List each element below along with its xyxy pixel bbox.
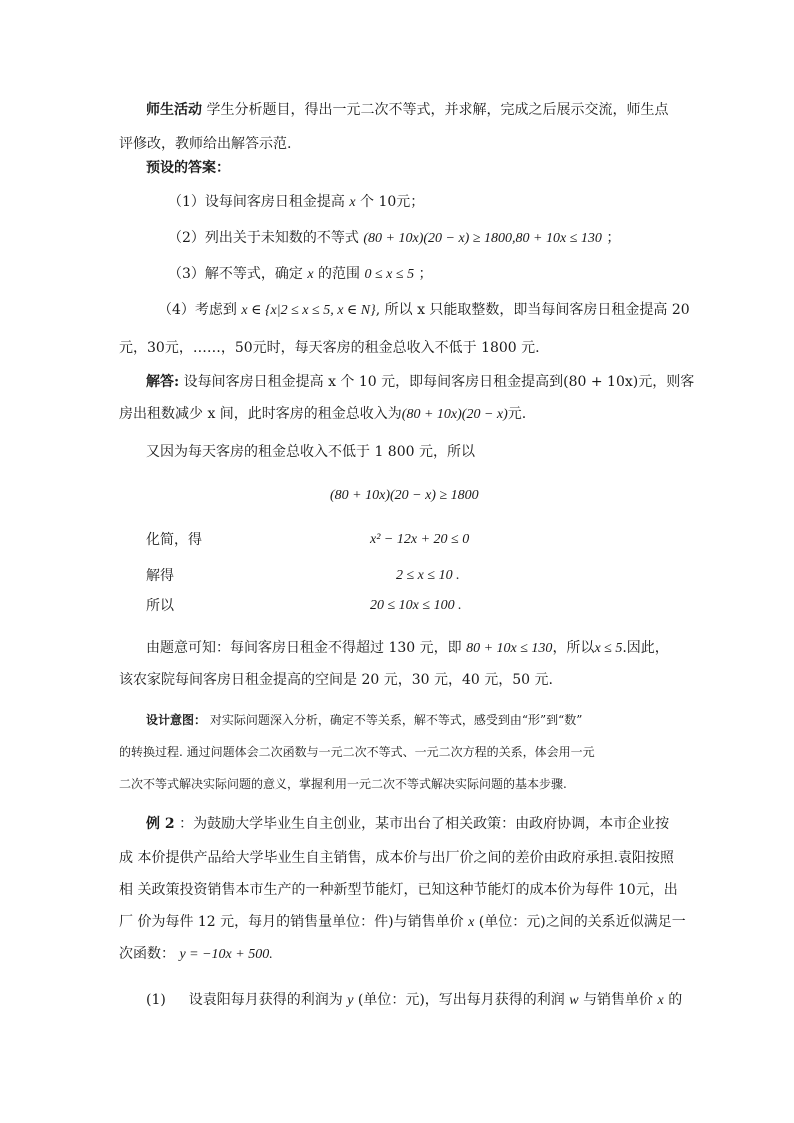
example2-line5 bbox=[119, 944, 273, 965]
question-1 bbox=[146, 990, 682, 1011]
answer-line3: 又因为每天客房的租金总收入不低于 1 800 元，所以 bbox=[146, 444, 475, 460]
answer-label: 解答: bbox=[146, 374, 180, 390]
simplify-label: 化简，得 bbox=[146, 532, 202, 548]
conclusion-end: .因此， bbox=[622, 640, 669, 656]
answer-line1 bbox=[146, 372, 694, 392]
step-3-end: ； bbox=[418, 266, 433, 282]
so-math: 20 ≤ 10x ≤ 100 . bbox=[370, 598, 462, 613]
solve-label: 解得 bbox=[146, 568, 174, 584]
step-3-text: （3）解不等式，确定 bbox=[168, 266, 303, 282]
activity-text: 学生分析题目，得出一元二次不等式，并求解，完成之后展示交流，师生点 bbox=[206, 102, 669, 118]
answer-line2-end: 元. bbox=[507, 406, 527, 422]
conclusion-mid: ，所以 bbox=[552, 640, 595, 656]
step-1-var: x bbox=[349, 195, 356, 210]
design-line2: 的转换过程. 通过问题体会二次函数与一元二次不等式、一元二次方程的关系，体会用一元 bbox=[119, 745, 595, 759]
design-line1-text: 对实际问题深入分析，确定不等关系，解不等式，感受到由“形”到“数” bbox=[209, 713, 583, 727]
conclusion-line2: 该农家院每间客房日租金提高的空间是 20 元，30 元，40 元，50 元. bbox=[119, 672, 553, 688]
question-1-x: x bbox=[657, 993, 664, 1008]
step-4-line2: 元，30元，……，50元时，每天客房的租金总收入不低于 1800 元. bbox=[119, 340, 540, 356]
question-1-text: 设袁阳每月获得的利润为 bbox=[188, 992, 343, 1008]
step-3-math: 0 ≤ x ≤ 5 bbox=[364, 267, 415, 282]
activity-label: 师生活动 bbox=[146, 102, 202, 118]
conclusion-math: 80 + 10x ≤ 130 bbox=[466, 641, 553, 656]
step-2-text: （2）列出关于未知数的不等式 bbox=[168, 230, 359, 246]
question-1-mid2: 与销售单价 bbox=[583, 992, 654, 1008]
example2-line5-text: 次函数： bbox=[119, 946, 175, 962]
answer-line1-end: 元，则客 bbox=[638, 374, 695, 390]
step-3-var: x bbox=[307, 267, 314, 282]
step-4-end: , 所以 x 只能取整数，即当每间客房日租金提高 20 bbox=[375, 302, 690, 318]
question-1-end: 的 bbox=[668, 992, 683, 1008]
step-2 bbox=[168, 228, 620, 249]
solve-math: 2 ≤ x ≤ 10 . bbox=[396, 568, 460, 583]
answer-line2-math: (80 + 10x)(20 − x) bbox=[401, 407, 508, 422]
answer-line2 bbox=[119, 404, 526, 425]
question-1-number: (1) bbox=[146, 992, 166, 1008]
simplify-math: x² − 12x + 20 ≤ 0 bbox=[370, 532, 470, 547]
step-1-end: 个 10元； bbox=[360, 194, 425, 210]
question-1-mid: (单位：元)，写出每月获得的利润 bbox=[357, 992, 565, 1008]
conclusion-line1 bbox=[146, 638, 669, 659]
activity-paragraph bbox=[146, 100, 668, 120]
step-1 bbox=[168, 192, 424, 213]
conclusion-text: 由题意可知：每间客房日租金不得超过 130 元，即 bbox=[146, 640, 462, 656]
example2-line4-text: 厂 价为每件 12 元，每月的销售量单位：件)与销售单价 bbox=[119, 914, 464, 930]
answer-line1-math: (80 + 10x) bbox=[563, 374, 639, 390]
example2-line1 bbox=[146, 814, 669, 834]
step-4 bbox=[158, 300, 690, 321]
step-2-math: (80 + 10x)(20 − x) ≥ 1800,80 + 10x ≤ 130 bbox=[363, 231, 602, 246]
step-2-end: ； bbox=[606, 230, 621, 246]
so-label: 所以 bbox=[146, 598, 174, 614]
example2-label: 例 2 bbox=[146, 816, 175, 832]
step-3-mid: 的范围 bbox=[318, 266, 361, 282]
answer-line1-text: 设每间客房日租金提高 x 个 10 元，即每间客房日租金提高到 bbox=[183, 374, 564, 390]
example2-line4 bbox=[119, 912, 686, 933]
example2-line4-end: (单位：元)之间的关系近似满足一 bbox=[478, 914, 686, 930]
example2-line2: 成 本价提供产品给大学毕业生自主销售，成本价与出厂价之间的差价由政府承担.袁阳按照 bbox=[119, 850, 674, 866]
example2-line3: 相 关政策投资销售本市生产的一种新型节能灯，已知这种节能灯的成本价为每件 10元，出 bbox=[119, 882, 678, 898]
design-label: 设计意图： bbox=[146, 713, 207, 727]
step-3 bbox=[168, 264, 433, 285]
step-1-text: （1）设每间客房日租金提高 bbox=[168, 194, 345, 210]
main-inequality: (80 + 10x)(20 − x) ≥ 1800 bbox=[330, 488, 479, 503]
design-line3: 二次不等式解决实际问题的意义，掌握利用一元二次不等式解决实际问题的基本步骤. bbox=[119, 777, 567, 791]
step-4-text: （4）考虑到 bbox=[158, 302, 237, 318]
example2-line5-math: y = −10x + 500. bbox=[179, 947, 273, 962]
example2-line4-var: x bbox=[468, 915, 475, 930]
step-4-math: x ∈ {x|2 ≤ x ≤ 5, x ∈ N} bbox=[241, 303, 376, 318]
answer-line2-text: 房出租数减少 x 间，此时客房的租金总收入为 bbox=[119, 406, 402, 422]
conclusion-math2: x ≤ 5 bbox=[594, 641, 623, 656]
question-1-w: w bbox=[569, 993, 579, 1008]
question-1-y: y bbox=[347, 993, 354, 1008]
activity-text-line2: 评修改，教师给出解答示范. bbox=[119, 136, 292, 152]
preset-answer-label: 预设的答案： bbox=[146, 160, 230, 176]
example2-line1-text: ：为鼓励大学毕业生自主创业，某市出台了相关政策：由政府协调，本市企业按 bbox=[179, 816, 670, 832]
design-line1 bbox=[146, 710, 582, 730]
